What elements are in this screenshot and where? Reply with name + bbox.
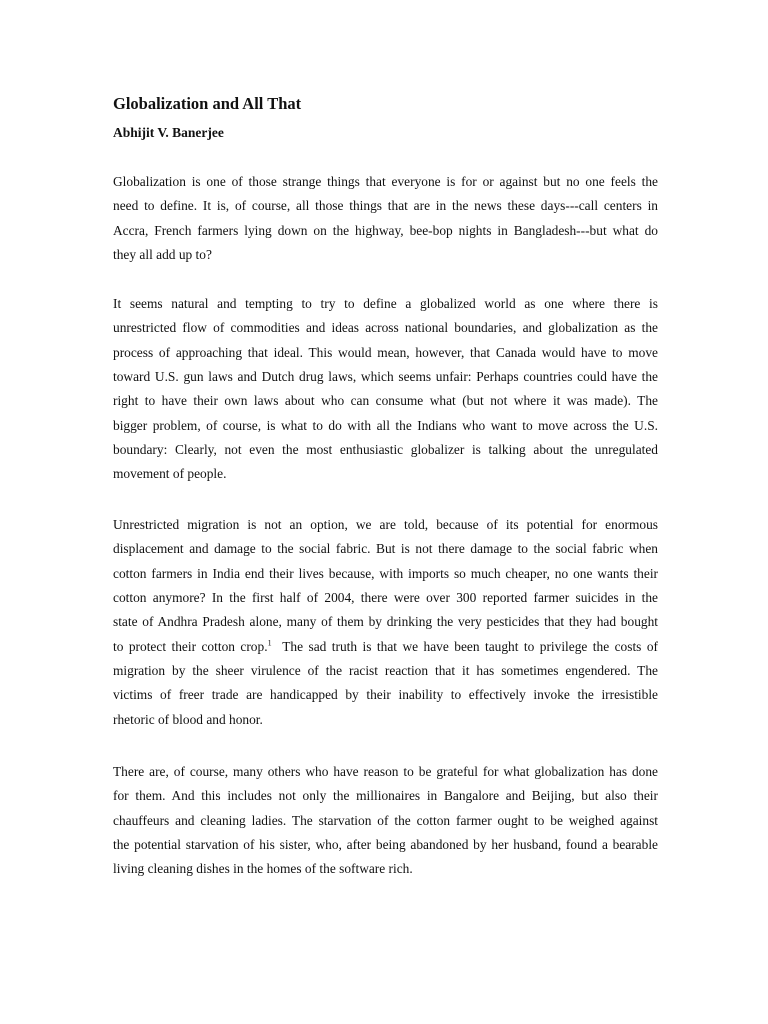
text-line: It seems natural and tempting to try to define a globalized world as one where there is [113, 296, 658, 311]
footnote-marker[interactable]: 1 [267, 638, 272, 648]
paragraph-2 [113, 292, 658, 487]
text-line: Unrestricted migration is not an option, we are told, because of its potential for enormous [113, 517, 658, 532]
text-line: unrestricted flow of commodities and ideas across national boundaries, and globalization as the [113, 320, 658, 336]
text-line: they all add up to? [113, 247, 212, 263]
text-line: process of approaching that ideal. This would mean, however, that Canada would have to move [113, 344, 658, 360]
text-line: cotton anymore? In the first half of 2004, there were over 300 reported farmer suicides in the [113, 590, 658, 606]
text-line: rhetoric of blood and honor. [113, 711, 263, 727]
text-line: bigger problem, of course, is what to do with all the Indians who want to move across the U.S. [113, 417, 658, 433]
text-line: cotton farmers in India end their lives because, with imports so much cheaper, no one wants their [113, 565, 658, 581]
text-line: need to define. It is, of course, all those things that are in the news these days---call centers in [113, 198, 658, 214]
text-line: living cleaning dishes in the homes of the software rich. [113, 861, 413, 877]
paragraph-1 [113, 170, 658, 267]
text-line: chauffeurs and cleaning ladies. The starvation of the cotton farmer ought to be weighed against [113, 812, 658, 828]
author-name: Abhijit V. Banerjee [113, 125, 224, 140]
text-line: for them. And this includes not only the millionaires in Bangalore and Beijing, but also their [113, 788, 658, 804]
text-line: movement of people. [113, 466, 227, 482]
text-line: displacement and damage to the social fabric. But is not there damage to the social fabric when [113, 541, 658, 557]
text-line-with-footnote [113, 635, 658, 659]
text-line: migration by the sheer virulence of the racist reaction that it has sometimes engendered. The [113, 663, 658, 679]
text-segment: to protect their cotton crop. [113, 638, 268, 654]
text-line: Globalization is one of those strange things that everyone is for or against but no one feels the [113, 174, 658, 189]
text-line: state of Andhra Pradesh alone, many of them by drinking the very pesticides that they had bought [113, 614, 658, 630]
paragraph-3 [113, 513, 658, 732]
text-segment: The sad truth is that we have been taught to privilege the costs of [271, 638, 659, 654]
text-line: right to have their own laws about who can consume what (but not where it was made). The [113, 393, 658, 409]
paragraph-4 [113, 760, 658, 882]
text-line: boundary: Clearly, not even the most enthusiastic globalizer is talking about the unregulated [113, 442, 658, 458]
text-line: There are, of course, many others who have reason to be grateful for what globalization has done [113, 764, 658, 779]
document-title: Globalization and All That [113, 94, 302, 113]
text-line: victims of freer trade are handicapped by their inability to effectively invoke the irresistible [113, 687, 658, 703]
text-line: toward U.S. gun laws and Dutch drug laws, which seems unfair: Perhaps countries could have the [113, 369, 658, 385]
text-line: the potential starvation of his sister, who, after being abandoned by her husband, found a bearable [113, 837, 658, 853]
text-line: Accra, French farmers lying down on the highway, bee-bop nights in Bangladesh---but what do [113, 222, 658, 238]
